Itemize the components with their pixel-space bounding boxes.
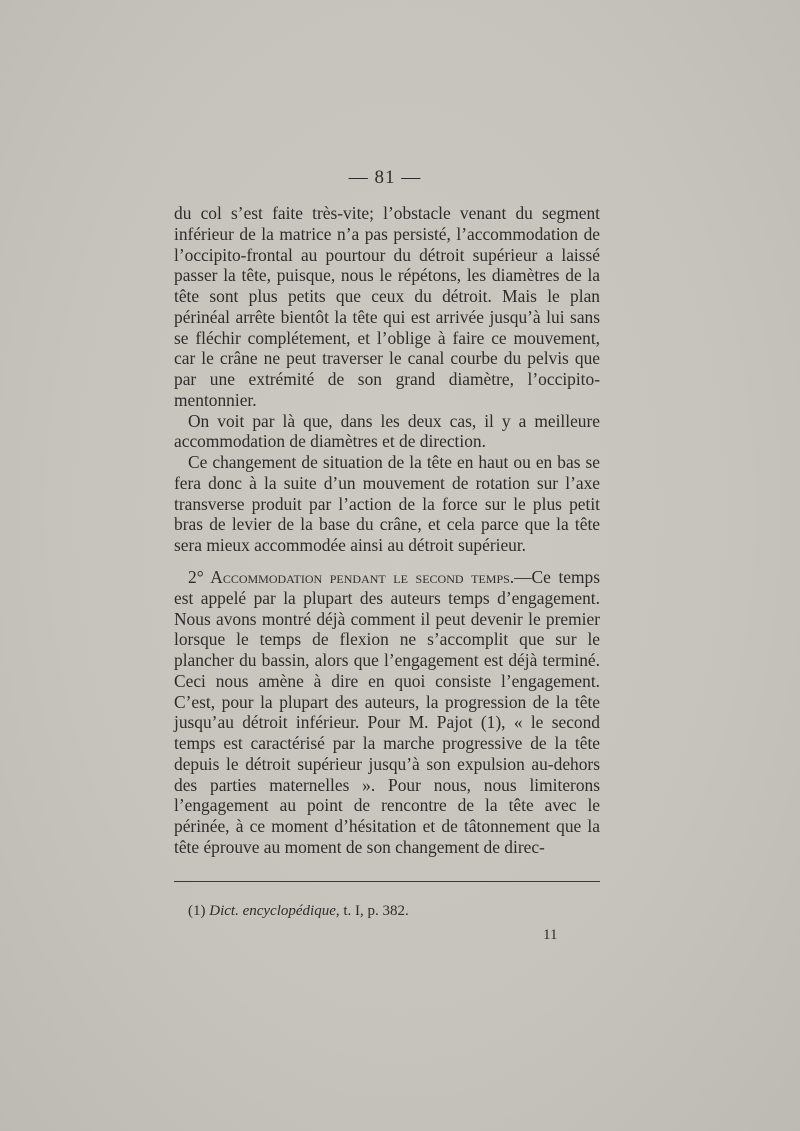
paragraph-2: On voit par là que, dans les deux cas, il y a meilleure accommodation de diamètres et de direction. (174, 410, 600, 452)
section-paragraph (174, 567, 600, 858)
footnote-reference: , t. I, p. 382. (335, 903, 409, 919)
footnote-divider (174, 881, 600, 882)
signature-mark: 11 (543, 927, 558, 943)
paragraph-4: —Ce temps est appelé par la plupart des auteurs temps d’engagement. Nous avons montré déjà comment il peut devenir le premier lorsque le temps de flexion ne s’accomplit que sur le plancher du bassin, alors que l’engagement est déjà terminé. Ceci nous amène à dire en quoi consiste l’engagement. C’est, pour la plupart des auteurs, la progression de la tête jusqu’au détroit inférieur. Pour M. Pajot (1), « le second temps est caractérisé par la marche progressive de la tête depuis le détroit supérieur jusqu’à son expulsion au-dehors des parties maternelles ». Pour nous, nous limiterons l’engagement au point de rencontre de la tête avec le périnée, à ce moment d’hésitation et de tâtonnement que la tête éprouve au moment de son changement de direc- (174, 567, 600, 857)
footnote-source: Dict. encyclopédique (209, 903, 336, 919)
paragraph-1: du col s’est faite très-vite; l’obstacle venant du segment inférieur de la matrice n’a pas persisté, l’accommodation de l’occipito-frontal au pourtour du détroit supérieur a laissé passer la tête, puisque, nous le répétons, les diamètres de la tête sont plus petits que ceux du détroit. Mais le plan périnéal arrête bientôt la tête qui est arrivée jusqu’à lui sans se fléchir complétement, et l’oblige à faire ce mouvement, car le crâne ne peut traverser le canal courbe du pelvis que par une extrémité de son grand diamètre, l’occipito-mentonnier. (174, 203, 600, 410)
footnote-marker: (1) (188, 903, 210, 919)
footnote (188, 903, 409, 920)
paragraph-3: Ce changement de situation de la tête en haut ou en bas se fera donc à la suite d’un mouvement de rotation sur l’axe transverse produit par l’action de la force sur le plus petit bras de levier de la base du crâne, et cela parce que la tête sera mieux accommodée ainsi au détroit supérieur. (174, 452, 600, 555)
section-2 (174, 567, 600, 858)
section-heading: 2° Accommodation pendant le second temps. (188, 567, 515, 587)
page-number: — 81 — (348, 167, 422, 188)
main-text (174, 203, 600, 556)
